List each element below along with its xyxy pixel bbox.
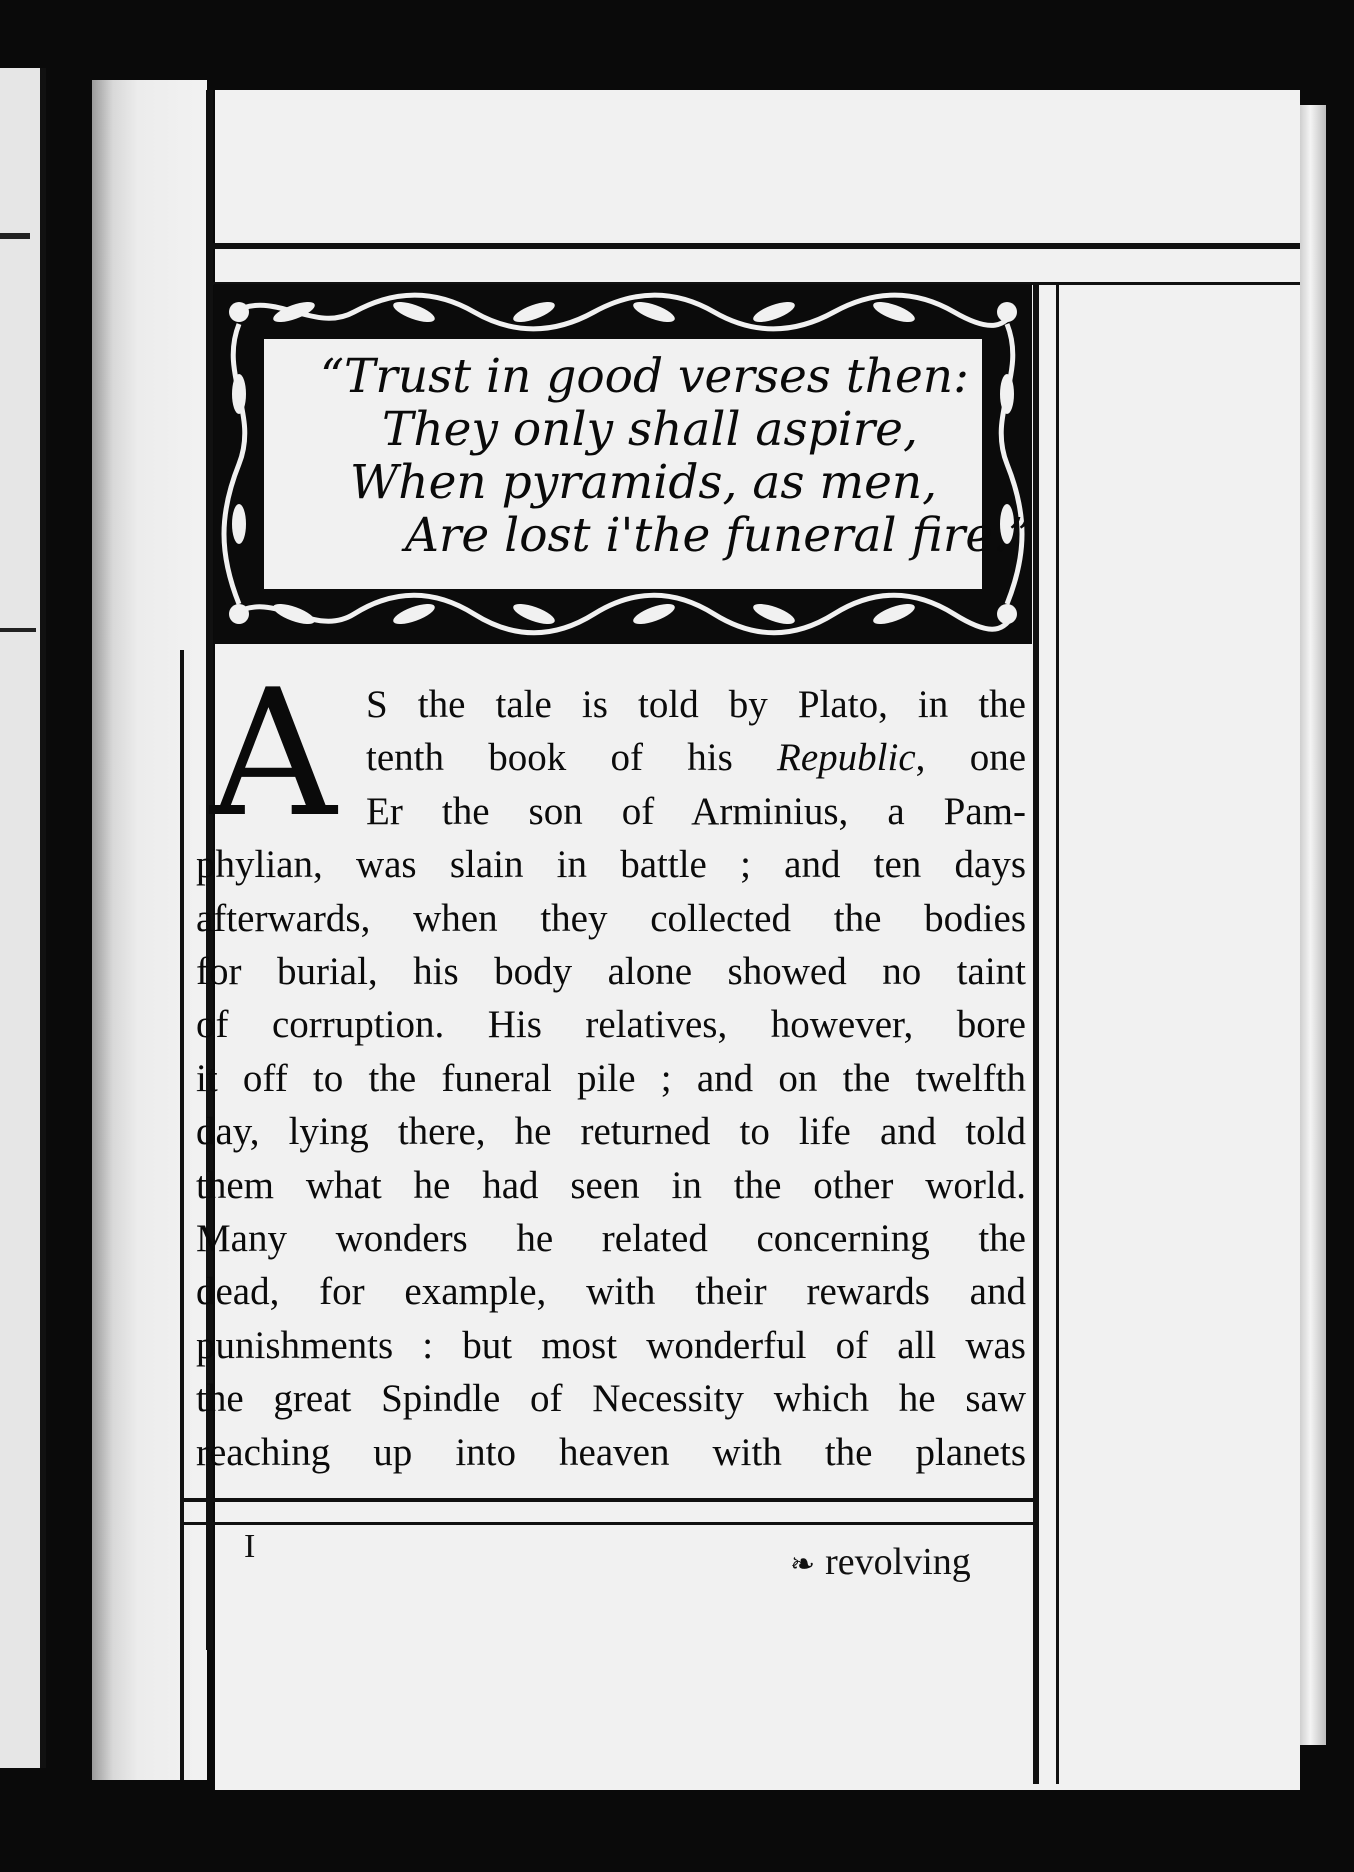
text-line: day, lying there, he returned to life and told <box>196 1110 1026 1154</box>
facing-page-edge <box>0 68 46 1768</box>
frame-rule <box>1033 284 1039 1784</box>
page-fore-edge <box>1300 105 1326 1745</box>
text-line: reaching up into heaven with the planets <box>196 1430 1026 1474</box>
fleuron-icon: ❧ <box>790 1548 816 1581</box>
catchword <box>790 1540 971 1584</box>
drop-cap: A <box>210 653 337 856</box>
quote-line: Are lost i'the funeral fire.” <box>405 508 1033 563</box>
frame-rule <box>1056 284 1059 1784</box>
book-title: Republic <box>777 736 916 780</box>
book-gutter <box>92 80 207 1780</box>
text-line: of corruption. His relatives, however, bore <box>196 1003 1026 1047</box>
frame-rule <box>210 243 1300 249</box>
facing-page-rule <box>0 233 30 239</box>
text-line: for burial, his body alone showed no taint <box>196 950 1026 994</box>
quote-line: They only shall aspire, <box>382 402 918 457</box>
page-number: I <box>244 1528 256 1565</box>
frame-rule <box>184 1498 1036 1502</box>
text-line: them what he had seen in the other world. <box>196 1163 1026 1207</box>
frame-rule <box>184 1522 1036 1525</box>
text-line: tenth book of his Republic, one <box>366 736 1026 780</box>
body-paragraph <box>196 678 1026 1479</box>
text-line: it off to the funeral pile ; and on the twelfth <box>196 1056 1026 1100</box>
text-line: afterwards, when they collected the bodies <box>196 896 1026 940</box>
text-line: punishments : but most wonderful of all was <box>196 1323 1026 1367</box>
catchword-text: revolving <box>825 1541 971 1583</box>
text-line: S the tale is told by Plato, in the <box>366 683 1026 726</box>
text-line: dead, for example, with their rewards and <box>196 1270 1026 1314</box>
text-line: Many wonders he related concerning the <box>196 1217 1026 1261</box>
quote-line: “Trust in good verses then: <box>320 349 969 404</box>
text-line: phylian, was slain in battle ; and ten days <box>196 843 1026 887</box>
quote-line: When pyramids, as men, <box>350 455 938 510</box>
facing-page-rule <box>0 628 36 632</box>
text-line: the great Spindle of Necessity which he saw <box>196 1377 1026 1421</box>
frame-rule <box>180 650 184 1780</box>
text-line: Er the son of Arminius, a Pam- <box>366 789 1026 833</box>
epigraph-quote <box>320 349 1033 563</box>
